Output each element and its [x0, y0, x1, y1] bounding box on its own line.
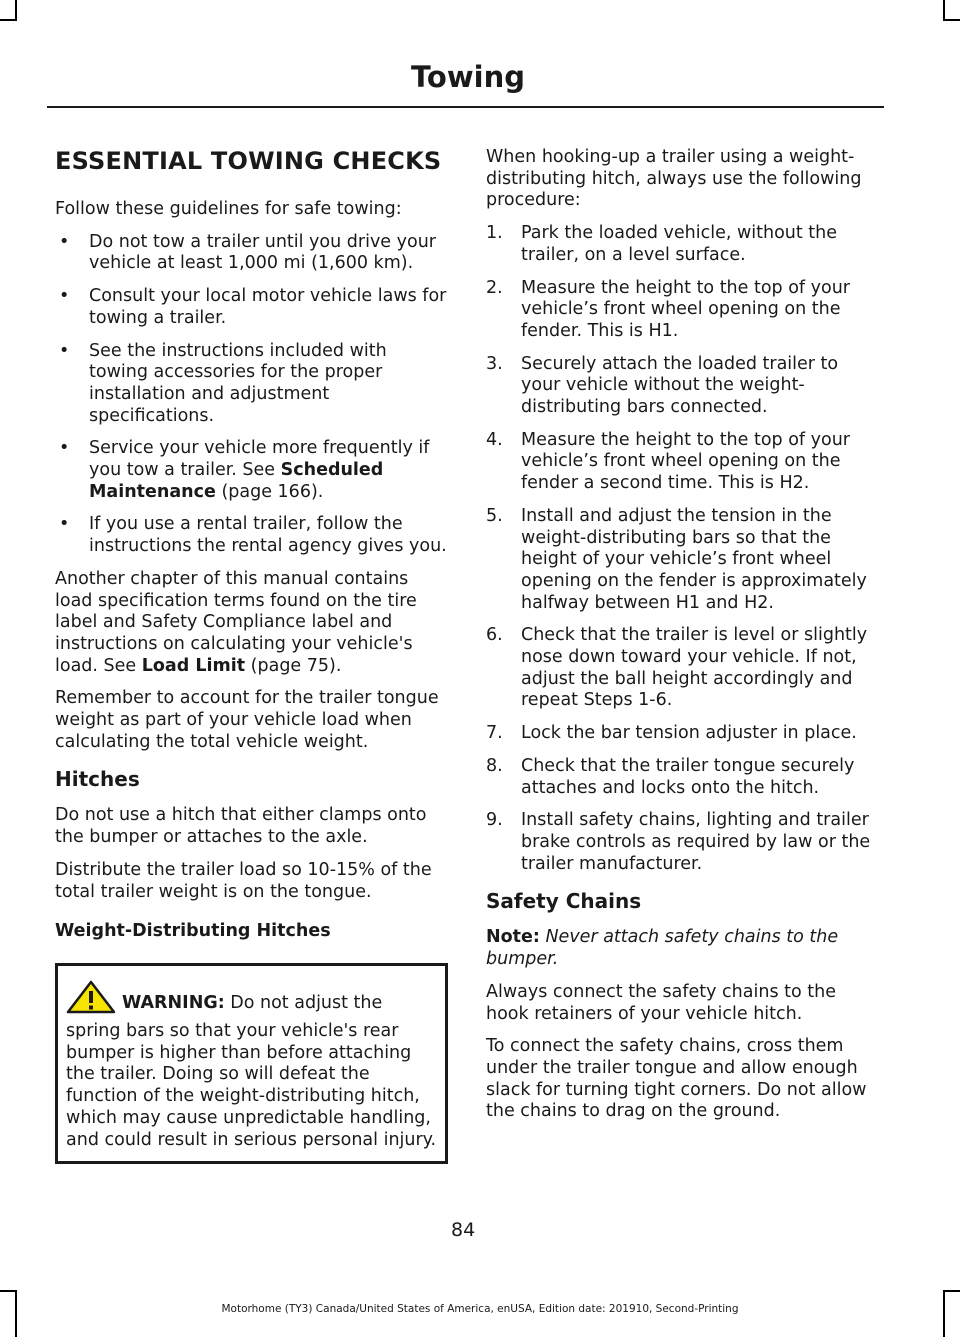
note-paragraph	[486, 927, 882, 970]
step-number: 3.	[486, 353, 503, 374]
load-paragraph-text: Another chapter of this manual contains load specification terms found on the tire label and Safety Compliance label and instructions on calculating your vehicle's load. See	[55, 568, 417, 676]
safety-chains-heading: Safety Chains	[486, 889, 642, 914]
step-text: Park the loaded vehicle, without the trailer, on a level surface.	[521, 223, 838, 265]
note-label: Note:	[486, 927, 540, 948]
list-item-text: Do not tow a trailer until you drive your vehicle at least 1,000 mi (1,600 km).	[89, 231, 436, 274]
list-item	[486, 354, 882, 419]
step-text: Install safety chains, lighting and trailer brake controls as required by law or the trailer manufacturer.	[521, 810, 871, 874]
list-item	[55, 286, 448, 329]
list-item	[486, 723, 882, 745]
page-header-title: Towing	[411, 60, 525, 94]
warning-text: Do not adjust the spring bars so that your vehicle's rear bumper is higher than before attaching the trailer. Doing so will defeat the function of the weight-distributing hitch, which may cause unpredictable handling, and could result in serious personal injury.	[66, 993, 437, 1150]
list-item	[55, 232, 448, 275]
load-paragraph	[55, 569, 448, 678]
step-text: Check that the trailer tongue securely attaches and locks onto the hitch.	[521, 755, 855, 798]
step-text: Check that the trailer is level or slightly nose down toward your vehicle. If not, adjust the ball height accordingly and repeat Steps 1-6.	[521, 625, 868, 711]
step-text: Measure the height to the top of your vehicle’s front wheel opening on the fender. This is H1.	[521, 277, 850, 341]
warning-box	[55, 963, 448, 1164]
intro-text: Follow these guidelines for safe towing:	[55, 199, 402, 219]
warning-label: WARNING:	[122, 993, 225, 1014]
hitches-heading: Hitches	[55, 767, 140, 792]
procedure-intro: When hooking-up a trailer using a weight-distributing hitch, always use the following procedure:	[486, 147, 862, 211]
bullet-marker: •	[59, 231, 70, 252]
tongue-weight-paragraph: Remember to account for the trailer tongue weight as part of your vehicle load when calculating the total vehicle weight.	[55, 688, 439, 752]
note-text: Never attach safety chains to the bumper.	[486, 927, 839, 970]
chains-paragraph: Always connect the safety chains to the hook retainers of your vehicle hitch.	[486, 981, 836, 1024]
list-item	[55, 514, 448, 557]
page-reference: (page 166).	[215, 481, 324, 502]
list-item	[486, 756, 882, 799]
bullet-marker: •	[59, 286, 70, 307]
step-text: Lock the bar tension adjuster in place.	[521, 723, 857, 744]
step-text: Measure the height to the top of your vehicle’s front wheel opening on the fender a second time. This is H2.	[521, 429, 850, 494]
bullet-marker: •	[59, 438, 70, 459]
crop-mark	[0, 19, 17, 21]
crop-mark	[943, 1290, 960, 1292]
list-item	[486, 810, 882, 875]
right-column	[486, 147, 882, 1134]
header-rule	[47, 106, 884, 108]
hitches-paragraph: Distribute the trailer load so 10-15% of the total trailer weight is on the tongue.	[55, 859, 432, 902]
section-title: ESSENTIAL TOWING CHECKS	[55, 147, 442, 175]
step-number: 8.	[486, 755, 503, 776]
edition-footer: Motorhome (TY3) Canada/United States of America, enUSA, Edition date: 201910, Second-Printing	[221, 1303, 739, 1315]
crop-mark	[943, 19, 960, 21]
step-number: 4.	[486, 429, 503, 450]
list-item	[486, 506, 882, 615]
list-item	[486, 223, 882, 266]
step-number: 6.	[486, 625, 503, 646]
step-number: 2.	[486, 277, 503, 298]
page-reference: (page 75).	[245, 655, 342, 676]
step-number: 5.	[486, 505, 503, 526]
step-text: Install and adjust the tension in the weight-distributing bars so that the height of your vehicle’s front wheel opening on the fender is approximately halfway between H1 and H2.	[521, 505, 867, 613]
step-number: 9.	[486, 810, 503, 831]
bullet-marker: •	[59, 514, 70, 535]
left-column	[55, 147, 448, 1164]
guidelines-list	[55, 232, 448, 558]
crop-mark	[0, 1290, 17, 1292]
scheduled-maintenance-link[interactable]: Scheduled Maintenance	[89, 460, 384, 502]
chains-paragraph: To connect the safety chains, cross them under the trailer tongue and allow enough slack for turning tight corners. Do not allow the chains to drag on the ground.	[486, 1036, 867, 1122]
crop-mark	[943, 0, 945, 20]
list-item-text: If you use a rental trailer, follow the instructions the rental agency gives you.	[89, 514, 447, 557]
bullet-marker: •	[59, 340, 70, 361]
warning-triangle-icon	[66, 980, 116, 1021]
hitches-paragraph: Do not use a hitch that either clamps onto the bumper or attaches to the axle.	[55, 805, 427, 848]
list-item-text: Consult your local motor vehicle laws for towing a trailer.	[89, 286, 447, 328]
list-item	[55, 341, 448, 428]
list-item	[486, 625, 882, 712]
step-text: Securely attach the loaded trailer to your vehicle without the weight-distributing bars connected.	[521, 353, 839, 418]
list-item	[486, 278, 882, 343]
list-item	[55, 438, 448, 503]
page-number: 84	[451, 1219, 476, 1241]
procedure-steps	[486, 223, 882, 875]
list-item-text: Service your vehicle more frequently if you tow a trailer. See	[89, 438, 430, 481]
step-number: 7.	[486, 723, 503, 744]
step-number: 1.	[486, 223, 503, 244]
crop-mark	[15, 0, 17, 20]
wd-hitches-heading: Weight-Distributing Hitches	[55, 921, 331, 942]
list-item	[486, 430, 882, 495]
list-item-text: See the instructions included with towing accessories for the proper installation and adjustment specifications.	[89, 340, 387, 426]
load-limit-link[interactable]: Load Limit	[141, 655, 246, 676]
